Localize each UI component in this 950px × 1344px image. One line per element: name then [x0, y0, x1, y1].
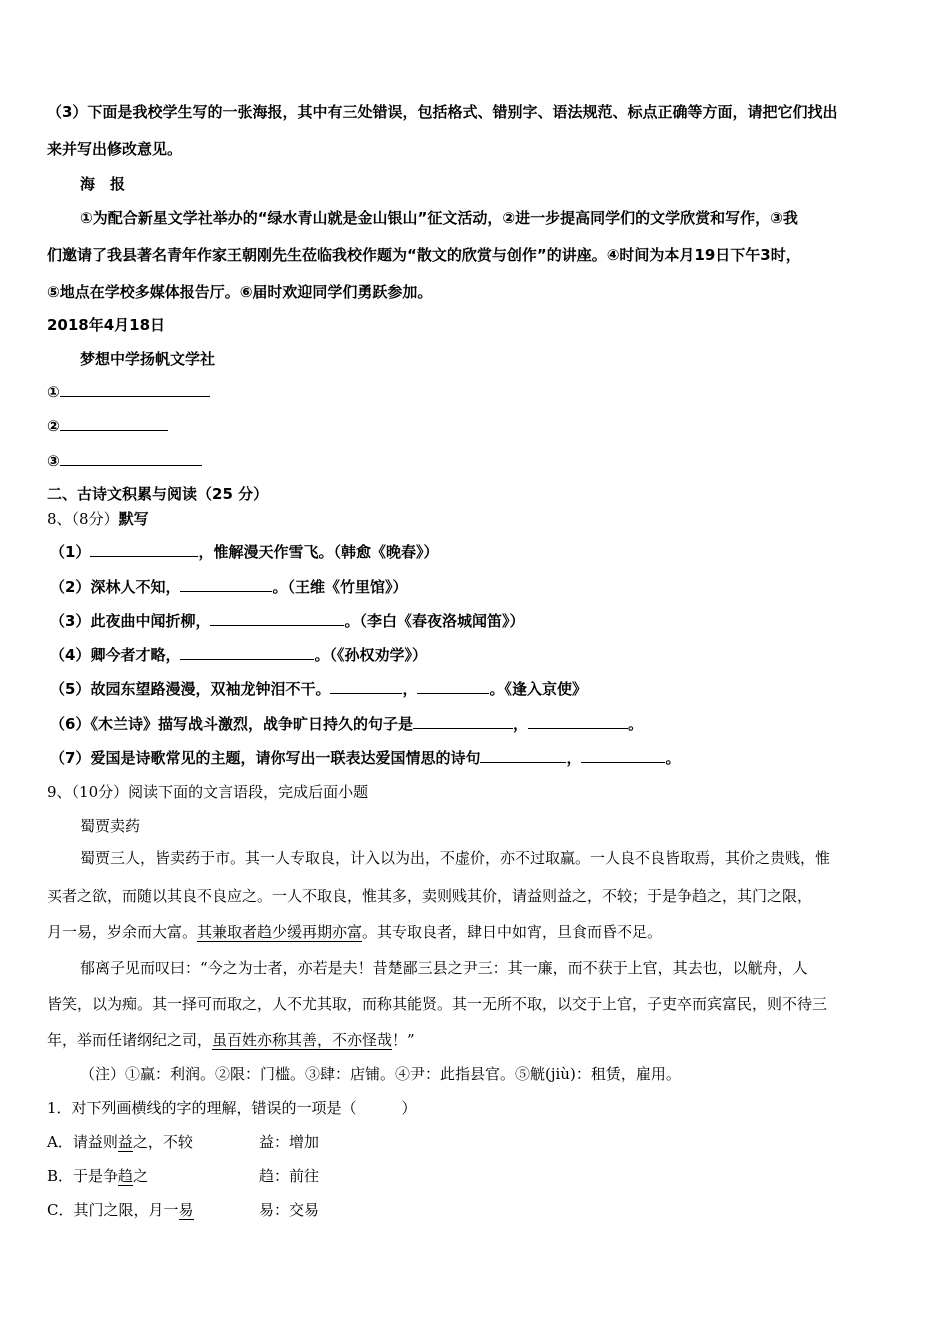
q8-item-text: 。	[627, 715, 643, 733]
answer-blank-2[interactable]	[60, 416, 168, 431]
option-text: 请益则	[72, 1133, 118, 1151]
q8-blank-5a[interactable]	[330, 679, 402, 694]
option-letter: C．	[47, 1201, 74, 1219]
option-a[interactable]	[47, 1131, 193, 1153]
q8-number: 8、	[47, 510, 72, 528]
q8-item-text: 深林人不知，	[90, 578, 181, 596]
q8-item-text: 爱国是诗歌常见的主题，请你写出一联表达爱国情思的诗句	[90, 749, 481, 767]
q9-number: 9、	[47, 783, 72, 801]
poster-body-line3: ⑤地点在学校多媒体报告厅。⑥届时欢迎同学们勇跃参加。	[47, 283, 433, 301]
q8-item-text: 。（《孙权劝学》）	[314, 646, 427, 664]
option-underlined-char: 易	[178, 1201, 194, 1219]
answer-label-1: ①	[47, 383, 60, 401]
q9-heading	[47, 781, 368, 803]
q8-blank-1[interactable]	[90, 542, 198, 557]
answer-label-2: ②	[47, 417, 60, 435]
poster-body-line2: 们邀请了我县著名青年作家王朝刚先生莅临我校作题为“散文的欣赏与创作”的讲座。④时间为本月19日下午3时，	[47, 246, 801, 264]
q8-item-label: （3）	[50, 612, 91, 630]
option-text: 于是争	[73, 1167, 119, 1185]
option-text: 其门之限，月一	[73, 1201, 179, 1219]
q8-item-text: 卿今者才略，	[90, 646, 181, 664]
passage-p2-line3	[47, 1029, 415, 1051]
option-c-gloss: 易：交易	[259, 1201, 320, 1219]
q8-blank-4[interactable]	[180, 645, 314, 660]
q8-title: 默写	[118, 510, 149, 528]
q8-item-text: 故园东望路漫漫，双袖龙钟泪不干。	[90, 680, 331, 698]
q8-item-label: （5）	[50, 680, 91, 698]
q8-blank-7b[interactable]	[581, 748, 665, 763]
passage-text: 月一易，岁余而大富。	[47, 923, 198, 941]
answer-blank-3[interactable]	[60, 451, 202, 466]
q8-item-text: 。（李白《春夜洛城闻笛》）	[344, 612, 525, 630]
underlined-sentence-1: 其兼取者趋少缓再期亦富	[197, 923, 363, 941]
q8-item-text: 。（王维《竹里馆》）	[272, 578, 408, 596]
q8-item-2	[50, 576, 407, 598]
q8-item-1	[50, 541, 438, 563]
task3-intro-text: （3）下面是我校学生写的一张海报，其中有三处错误，包括格式、错别字、语法规范、标点正确等方面，请把它们找出	[47, 103, 838, 121]
answer-blank-1[interactable]	[60, 382, 210, 397]
option-underlined-char: 益	[117, 1133, 133, 1151]
q8-item-6	[50, 713, 643, 735]
section2-title: 二、古诗文积累与阅读（25 分）	[47, 485, 269, 503]
answer-line-3	[47, 450, 202, 472]
passage-text: 。其专取良者，肆日中如宵，旦食而昏不足。	[362, 923, 663, 941]
sub1-question: 1．对下列画横线的字的理解，错误的一项是（ ）	[47, 1099, 417, 1117]
option-b-gloss: 趋：前往	[259, 1167, 320, 1185]
passage-note: （注）①赢：利润。②限：门槛。③肆：店铺。④尹：此指县官。⑤觥(jiù)：租赁，雇用。	[80, 1065, 681, 1083]
q8-item-text: 《木兰诗》描写战斗激烈，战争旷日持久的句子是	[90, 715, 413, 733]
q8-item-5	[50, 678, 587, 700]
answer-line-1	[47, 381, 210, 403]
q8-item-label: （7）	[50, 749, 91, 767]
option-letter: A．	[47, 1133, 73, 1151]
poster-title: 海 报	[80, 175, 126, 193]
q8-blank-7a[interactable]	[480, 748, 566, 763]
q8-blank-3[interactable]	[210, 611, 344, 626]
poster-body-line1: ①为配合新星文学社举办的“绿水青山就是金山银山”征文活动，②进一步提高同学们的文学欣赏和写作，③我	[80, 209, 798, 227]
option-a-gloss: 益：增加	[259, 1133, 320, 1151]
passage-text: 年，举而任诸纲纪之司，	[47, 1031, 213, 1049]
passage-p1-line1: 蜀贾三人，皆卖药于市。其一人专取良，计入以为出，不虚价，亦不过取赢。一人良不良皆取焉，其价之贵贱，惟	[80, 849, 831, 867]
poster-date: 2018年4月18日	[47, 316, 166, 334]
q9-points: （10分）	[71, 783, 129, 801]
option-underlined-char: 趋	[118, 1167, 134, 1185]
passage-p1-line2: 买者之欲，而随以其良不良应之。一人不取良，惟其多，卖则贱其价，请益则益之，不较；于是争趋之，其门之限，	[47, 887, 813, 905]
q8-item-sep: ，	[402, 680, 418, 698]
poster-signature: 梦想中学扬帆文学社	[80, 350, 216, 368]
passage-p2-line2: 皆笑，以为痴。其一择可而取之，人不尤其取，而称其能贤。其一无所不取，以交于上官，子吏卒而宾富民，则不待三	[47, 995, 828, 1013]
q8-item-label: （6）	[50, 715, 91, 733]
task3-intro-line1	[47, 101, 905, 123]
q8-item-label: （1）	[50, 543, 91, 561]
passage-p2-line1: 郁离子见而叹曰：“今之为士者，亦若是夫！昔楚鄙三县之尹三：其一廉，而不获于上官，其去也，以觥舟，人	[80, 959, 808, 977]
q8-blank-6b[interactable]	[528, 714, 628, 729]
q8-item-label: （4）	[50, 646, 91, 664]
q8-item-sep: ，	[512, 715, 528, 733]
passage-title: 蜀贾卖药	[80, 817, 141, 835]
passage-p1-line3	[47, 921, 662, 943]
q8-item-text: 此夜曲中闻折柳，	[90, 612, 211, 630]
q8-item-3	[50, 610, 524, 632]
option-b[interactable]	[47, 1165, 148, 1187]
answer-line-2	[47, 415, 168, 437]
q8-item-label: （2）	[50, 578, 91, 596]
option-c[interactable]	[47, 1199, 194, 1221]
underlined-sentence-2: 虽百姓亦称其善，不亦怪哉	[212, 1031, 393, 1049]
q8-item-7	[50, 747, 680, 769]
answer-label-3: ③	[47, 452, 60, 470]
q8-blank-6a[interactable]	[413, 714, 513, 729]
q8-points: （8分）	[71, 510, 119, 528]
task3-intro-line2: 来并写出修改意见。	[47, 140, 183, 158]
q8-item-4	[50, 644, 427, 666]
q8-item-text: 。	[665, 749, 681, 767]
q8-item-text: ，惟解漫天作雪飞。（韩愈《晚春》）	[198, 543, 439, 561]
q8-blank-5b[interactable]	[417, 679, 489, 694]
option-text: 之	[133, 1167, 149, 1185]
passage-text: ！”	[392, 1031, 415, 1049]
q8-heading	[47, 508, 149, 531]
q8-blank-2[interactable]	[180, 577, 272, 592]
option-text: 之，不较	[132, 1133, 193, 1151]
option-letter: B．	[47, 1167, 74, 1185]
q8-item-sep: ，	[566, 749, 582, 767]
q9-title: 阅读下面的文言语段，完成后面小题	[128, 783, 369, 801]
q8-item-text: 。《逢入京使》	[489, 680, 587, 698]
